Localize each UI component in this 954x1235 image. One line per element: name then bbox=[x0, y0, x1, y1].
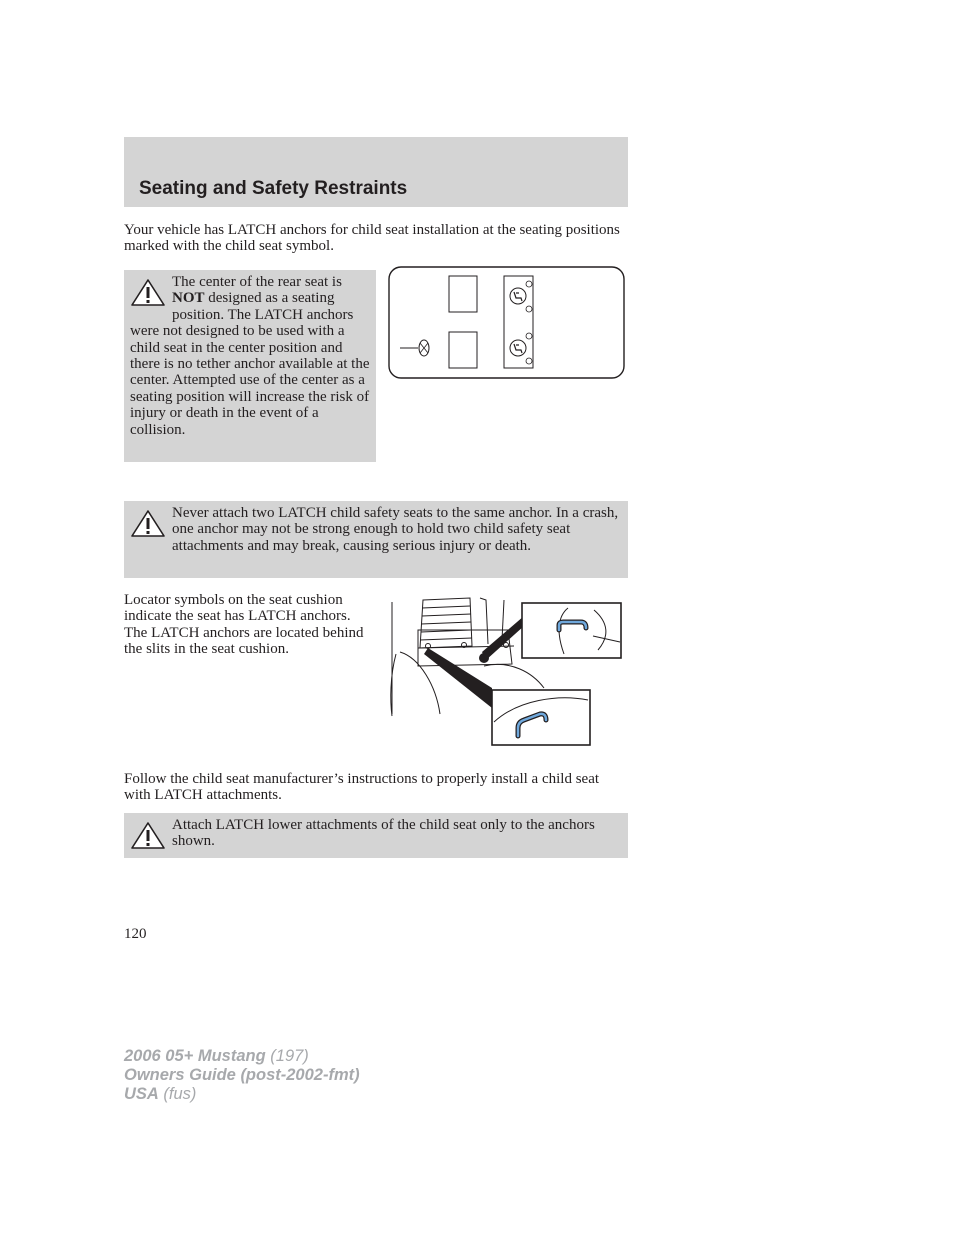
child-seat-symbol-icon bbox=[510, 340, 526, 356]
footer-guide: Owners Guide (post-2002-fmt) bbox=[124, 1066, 360, 1084]
front-seat-right bbox=[449, 332, 477, 368]
footer-region-code: (fus) bbox=[158, 1085, 197, 1103]
document-footer bbox=[124, 1047, 360, 1104]
section-title: Seating and Safety Restraints bbox=[139, 178, 408, 199]
latch-seat-diagram bbox=[388, 266, 626, 380]
child-seat-symbol-icon bbox=[510, 288, 526, 304]
locator-paragraph: Locator symbols on the seat cushion indicate the seat has LATCH anchors. The LATCH anchors are located behind the slits in the seat cushion. bbox=[124, 592, 364, 658]
warning-text-two-seats: Never attach two LATCH child safety seats to the same anchor. In a crash, one anchor may not be strong enough to hold two child safety seat attachments and may break, causing serious injury or death. bbox=[172, 505, 619, 554]
warning-triangle-icon bbox=[130, 278, 166, 308]
page-number: 120 bbox=[124, 926, 147, 942]
footer-line-3 bbox=[124, 1085, 360, 1104]
warning-text-part: designed as a seating position. The LATCH anchors were not designed to be used with a child seat in the center position and there is no tether anchor available at the center. Attempted use of the center as a seating position will increase the risk of injury or death in the event of a collision. bbox=[130, 290, 370, 438]
warning-triangle-icon bbox=[130, 821, 166, 851]
footer-model: 2006 05+ Mustang bbox=[124, 1047, 266, 1065]
warning-text-center-seat bbox=[130, 274, 370, 438]
footer-line-2 bbox=[124, 1066, 360, 1085]
footer-model-code: (197) bbox=[265, 1047, 309, 1065]
follow-paragraph: Follow the child seat manufacturer’s instructions to properly install a child seat with LATCH attachments. bbox=[124, 771, 600, 804]
warning-triangle-icon bbox=[130, 509, 166, 539]
warning-box-two-seats bbox=[124, 501, 628, 578]
footer-region: USA bbox=[124, 1085, 159, 1103]
warning-emphasis: NOT bbox=[172, 290, 205, 307]
warning-box-center-seat bbox=[124, 270, 376, 462]
warning-text-attach: Attach LATCH lower attachments of the child seat only to the anchors shown. bbox=[172, 817, 595, 850]
intro-paragraph: Your vehicle has LATCH anchors for child seat installation at the seating positions marked with the child seat symbol. bbox=[124, 222, 620, 255]
warning-text-part: The center of the rear seat is bbox=[172, 274, 342, 290]
front-seat-left bbox=[449, 276, 477, 312]
footer-line-1 bbox=[124, 1047, 360, 1066]
latch-anchor-illustration bbox=[388, 596, 626, 748]
warning-box-attach bbox=[124, 813, 628, 858]
